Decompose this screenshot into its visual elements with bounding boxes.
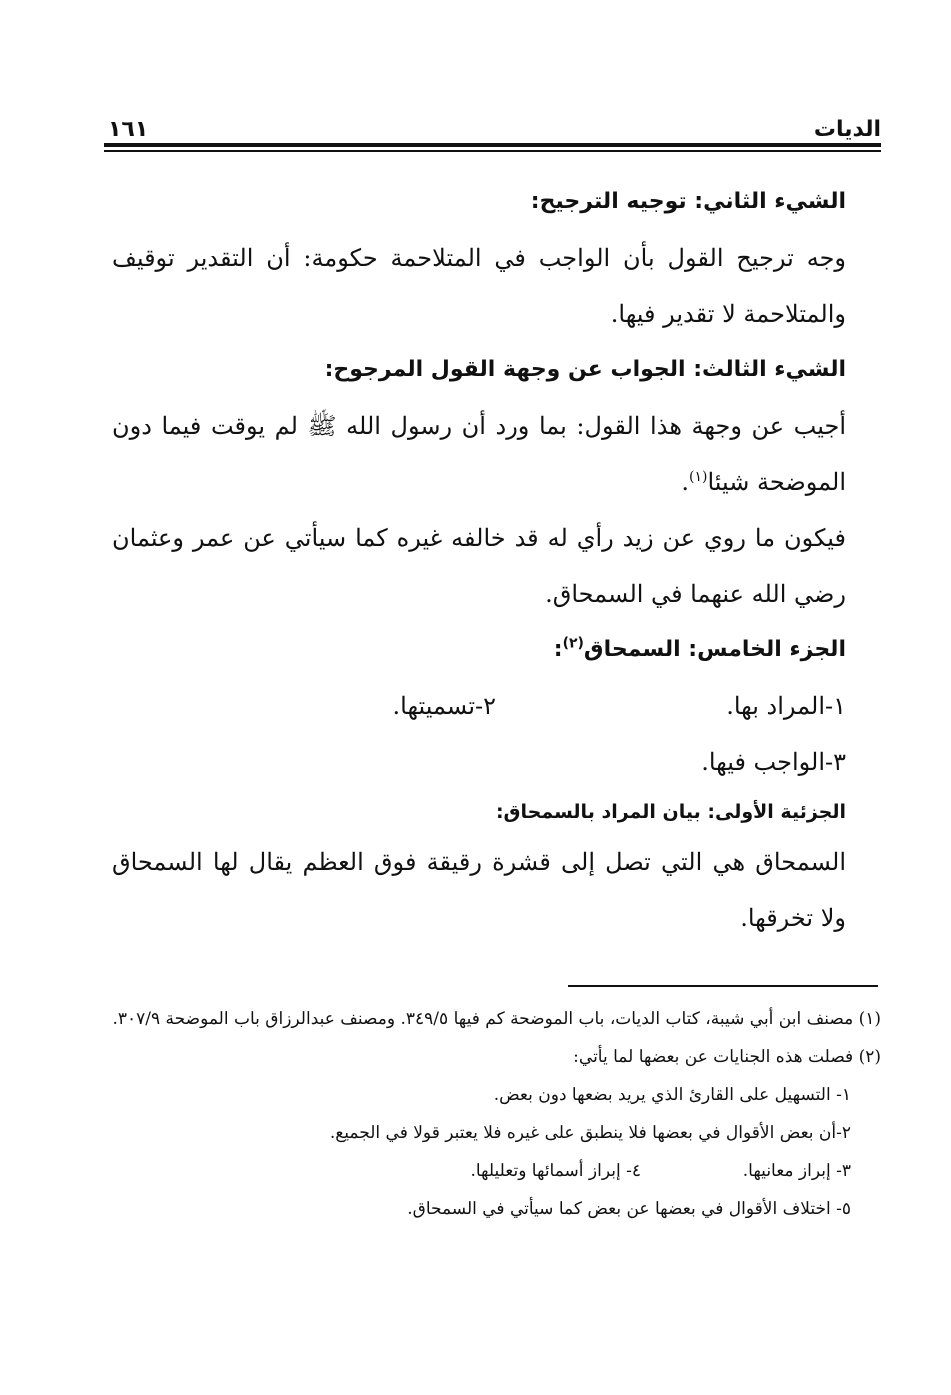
footnote-ref[interactable]: (٢) xyxy=(562,635,584,652)
footnote-item: ٤- إبراز أسمائها وتعليلها. xyxy=(470,1161,641,1181)
footnote-item: ٢-أن بعض الأقوال في بعضها فلا ينطبق على غيره فلا يعتبر قولا في الجميع. xyxy=(329,1123,851,1143)
header-rule xyxy=(104,143,881,147)
footnote: (١) مصنف ابن أبي شيبة، كتاب الديات، باب الموضحة كم فيها ٣٤٩/٥. ومصنف عبدالرزاق باب الموضحة ٣٠٧/٩. xyxy=(112,1009,881,1029)
paragraph: فيكون ما روي عن زيد رأي له قد خالفه غيره كما سيأتي عن عمر وعثمان رضي الله عنهما في السمحاق. xyxy=(112,524,846,608)
paragraph-text: أجيب عن وجهة هذا القول: بما ورد أن رسول الله ﷺ لم يوقت فيما دون الموضحة شيئا xyxy=(112,412,846,496)
footnote-item: ٣- إبراز معانيها. xyxy=(742,1161,851,1181)
page-number: ١٦١ xyxy=(108,117,149,142)
paragraph: وجه ترجيح القول بأن الواجب في المتلاحمة حكومة: أن التقدير توقيف والمتلاحمة لا تقدير فيها. xyxy=(112,244,846,328)
list-item: ٢-تسميتها. xyxy=(392,692,496,720)
heading-end: : xyxy=(553,637,563,662)
paragraph xyxy=(112,398,846,510)
section-heading: الشيء الثاني: توجيه الترجيح: xyxy=(530,189,846,214)
footnote: (٢) فصلت هذه الجنايات عن بعضها لما يأتي: xyxy=(573,1047,881,1067)
heading-text: الجزء الخامس: السمحاق xyxy=(583,637,846,662)
chapter-title: الديات xyxy=(813,117,881,142)
paragraph: السمحاق هي التي تصل إلى قشرة رقيقة فوق العظم يقال لها السمحاق ولا تخرقها. xyxy=(112,848,846,932)
footnote-item: ٥- اختلاف الأقوال في بعضها عن بعض كما سيأتي في السمحاق. xyxy=(407,1199,851,1219)
footnote-separator xyxy=(568,985,878,987)
list-item: ٣-الواجب فيها. xyxy=(701,748,846,776)
footnotes xyxy=(112,1000,881,1228)
list-row xyxy=(112,678,846,734)
main-text xyxy=(112,174,846,946)
footnote-row xyxy=(112,1152,881,1190)
footnote-item: ١- التسهيل على القارئ الذي يريد بضعها دون بعض. xyxy=(493,1085,851,1105)
section-heading xyxy=(112,622,846,678)
list-item: ١-المراد بها. xyxy=(726,692,846,720)
header-rule-thin xyxy=(104,150,881,152)
running-header xyxy=(108,108,881,142)
footnote-ref[interactable]: (١) xyxy=(689,469,708,485)
section-heading: الشيء الثالث: الجواب عن وجهة القول المرجوح: xyxy=(324,357,846,382)
subsection-heading: الجزئية الأولى: بيان المراد بالسمحاق: xyxy=(495,801,846,823)
paragraph-end: . xyxy=(681,468,689,496)
